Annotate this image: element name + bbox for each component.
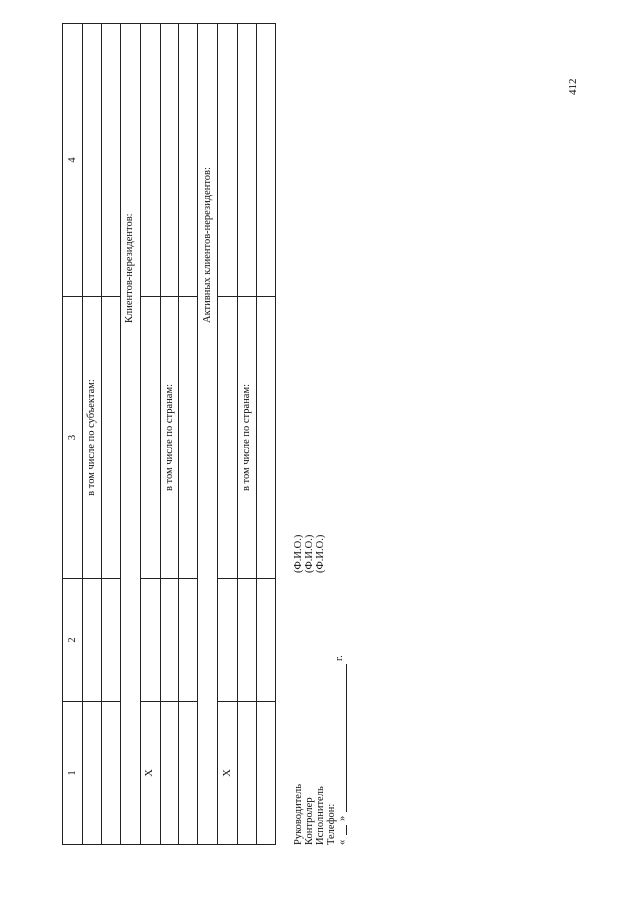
table-cell-col2	[83, 579, 102, 702]
table-cell-col2	[238, 579, 257, 702]
date-day-line	[346, 825, 347, 835]
table-header-row	[63, 24, 83, 845]
x-mark-cell: X	[140, 702, 160, 845]
column-header-4: 4	[63, 24, 83, 297]
table-cell-col4	[140, 24, 160, 297]
table-cell-col2	[179, 579, 198, 702]
table-section-row	[120, 24, 140, 845]
date-open-quote: «	[337, 839, 348, 845]
table-cell-col3: в том числе по субъектам:	[83, 297, 102, 579]
head-fio: (Ф.И.О.)	[293, 534, 304, 573]
date-close-quote: »	[337, 815, 348, 821]
controller-fio: (Ф.И.О.)	[304, 534, 315, 573]
table-cell-col4	[238, 24, 257, 297]
table-cell-col2	[160, 579, 179, 702]
table-cell-col1	[238, 702, 257, 845]
column-header-1: 1	[63, 702, 83, 845]
controller-label: Контролер	[304, 797, 315, 845]
table-row	[101, 24, 120, 845]
date-year-suffix: г.	[334, 655, 345, 661]
table-cell-col3	[140, 297, 160, 579]
table-cell-col3: в том числе по странам:	[160, 297, 179, 579]
table-cell-col4	[160, 24, 179, 297]
table-cell-col2	[140, 579, 160, 702]
table-cell-col1	[179, 702, 198, 845]
table-cell-col2	[218, 579, 238, 702]
section-heading-nonresidents	[120, 24, 140, 845]
executor-label: Исполнитель	[315, 786, 326, 845]
table-cell-col3	[218, 297, 238, 579]
page-number: 412	[567, 78, 579, 95]
section-heading-text: Активных клиентов-нерезидентов:	[201, 167, 213, 323]
table-cell-col2	[101, 579, 120, 702]
column-header-3: 3	[63, 297, 83, 579]
table-cell-col3	[179, 297, 198, 579]
table-row	[179, 24, 198, 845]
phone-label: Телефон:	[326, 803, 337, 845]
head-label: Руководитель	[293, 784, 304, 845]
table-cell-col3: в том числе по странам:	[238, 297, 257, 579]
table-cell-col3	[101, 297, 120, 579]
table-cell-col1	[101, 702, 120, 845]
section-heading-text: Клиентов-нерезидентов:	[124, 213, 136, 323]
x-mark-cell: X	[218, 702, 238, 845]
table-cell-col4	[101, 24, 120, 297]
table-cell-col3	[257, 297, 276, 579]
table-cell-col2	[257, 579, 276, 702]
table-cell-col4	[257, 24, 276, 297]
table-cell-col4	[218, 24, 238, 297]
table-row	[160, 24, 179, 845]
table-row	[238, 24, 257, 845]
table-cell-col4	[83, 24, 102, 297]
table-cell-col1	[257, 702, 276, 845]
column-header-2: 2	[63, 579, 83, 702]
table-cell-col4	[179, 24, 198, 297]
table-cell-col1	[83, 702, 102, 845]
date-month-year-line	[346, 664, 347, 812]
report-table	[62, 23, 276, 845]
table-row	[218, 24, 238, 845]
table-section-row	[198, 24, 218, 845]
table-row	[83, 24, 102, 845]
executor-fio: (Ф.И.О.)	[315, 534, 326, 573]
table-row	[257, 24, 276, 845]
table-cell-col1	[160, 702, 179, 845]
section-heading-active-nonresidents	[198, 24, 218, 845]
table-row	[140, 24, 160, 845]
